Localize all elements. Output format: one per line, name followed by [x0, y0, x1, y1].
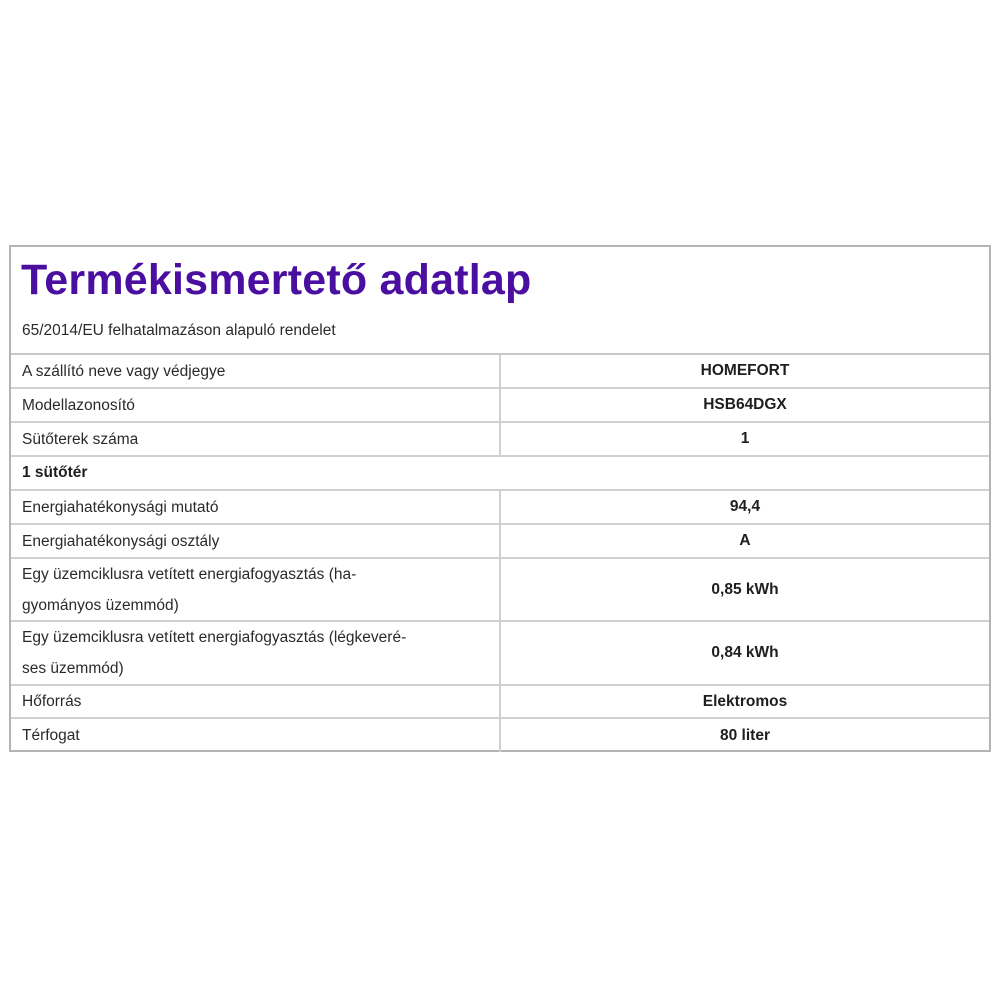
row-label [11, 622, 501, 684]
row-value: HSB64DGX [703, 396, 787, 413]
fiche-header [11, 247, 989, 355]
row-label-line2: ses üzemmód) [22, 660, 124, 677]
row-value: 0,85 kWh [711, 580, 779, 598]
row-label: A szállító neve vagy védjegye [11, 355, 501, 387]
page-title: Termékismertető adatlap [21, 256, 532, 304]
table-row-cavities [11, 423, 989, 457]
row-value: HOMEFORT [700, 362, 790, 379]
row-label [11, 559, 501, 620]
table-row-energy-class [11, 525, 989, 559]
table-row-supplier [11, 355, 989, 389]
table-row-fan-consumption [11, 622, 989, 686]
section-heading: 1 sütőtér [22, 464, 88, 481]
row-label-line1: Egy üzemciklusra vetített energiafogyasztás (ha- [22, 565, 357, 583]
row-value: A [739, 532, 751, 549]
spec-table [11, 355, 989, 752]
row-label: Térfogat [11, 719, 501, 752]
regulation-subtitle: 65/2014/EU felhatalmazáson alapuló rendelet [22, 322, 336, 339]
table-row-model [11, 389, 989, 423]
row-value: 0,84 kWh [711, 644, 779, 661]
table-section-cavity [11, 457, 989, 491]
row-label: Sütőterek száma [11, 423, 501, 455]
row-value: 94,4 [729, 498, 761, 515]
table-row-heat-source [11, 686, 989, 719]
table-row-volume [11, 719, 989, 752]
row-label: Hőforrás [11, 686, 501, 717]
table-row-conventional-consumption [11, 559, 989, 622]
product-fiche [9, 245, 991, 752]
table-row-eei [11, 491, 989, 525]
row-value: 80 liter [720, 726, 770, 744]
row-value: Elektromos [702, 692, 788, 710]
row-label: Modellazonosító [11, 389, 501, 421]
row-value: 1 [740, 430, 750, 447]
row-label: Energiahatékonysági osztály [11, 525, 501, 557]
row-label: Energiahatékonysági mutató [11, 491, 501, 523]
row-label-line2: gyományos üzemmód) [22, 596, 179, 614]
row-label-line1: Egy üzemciklusra vetített energiafogyasztás (légkeveré- [22, 629, 407, 646]
